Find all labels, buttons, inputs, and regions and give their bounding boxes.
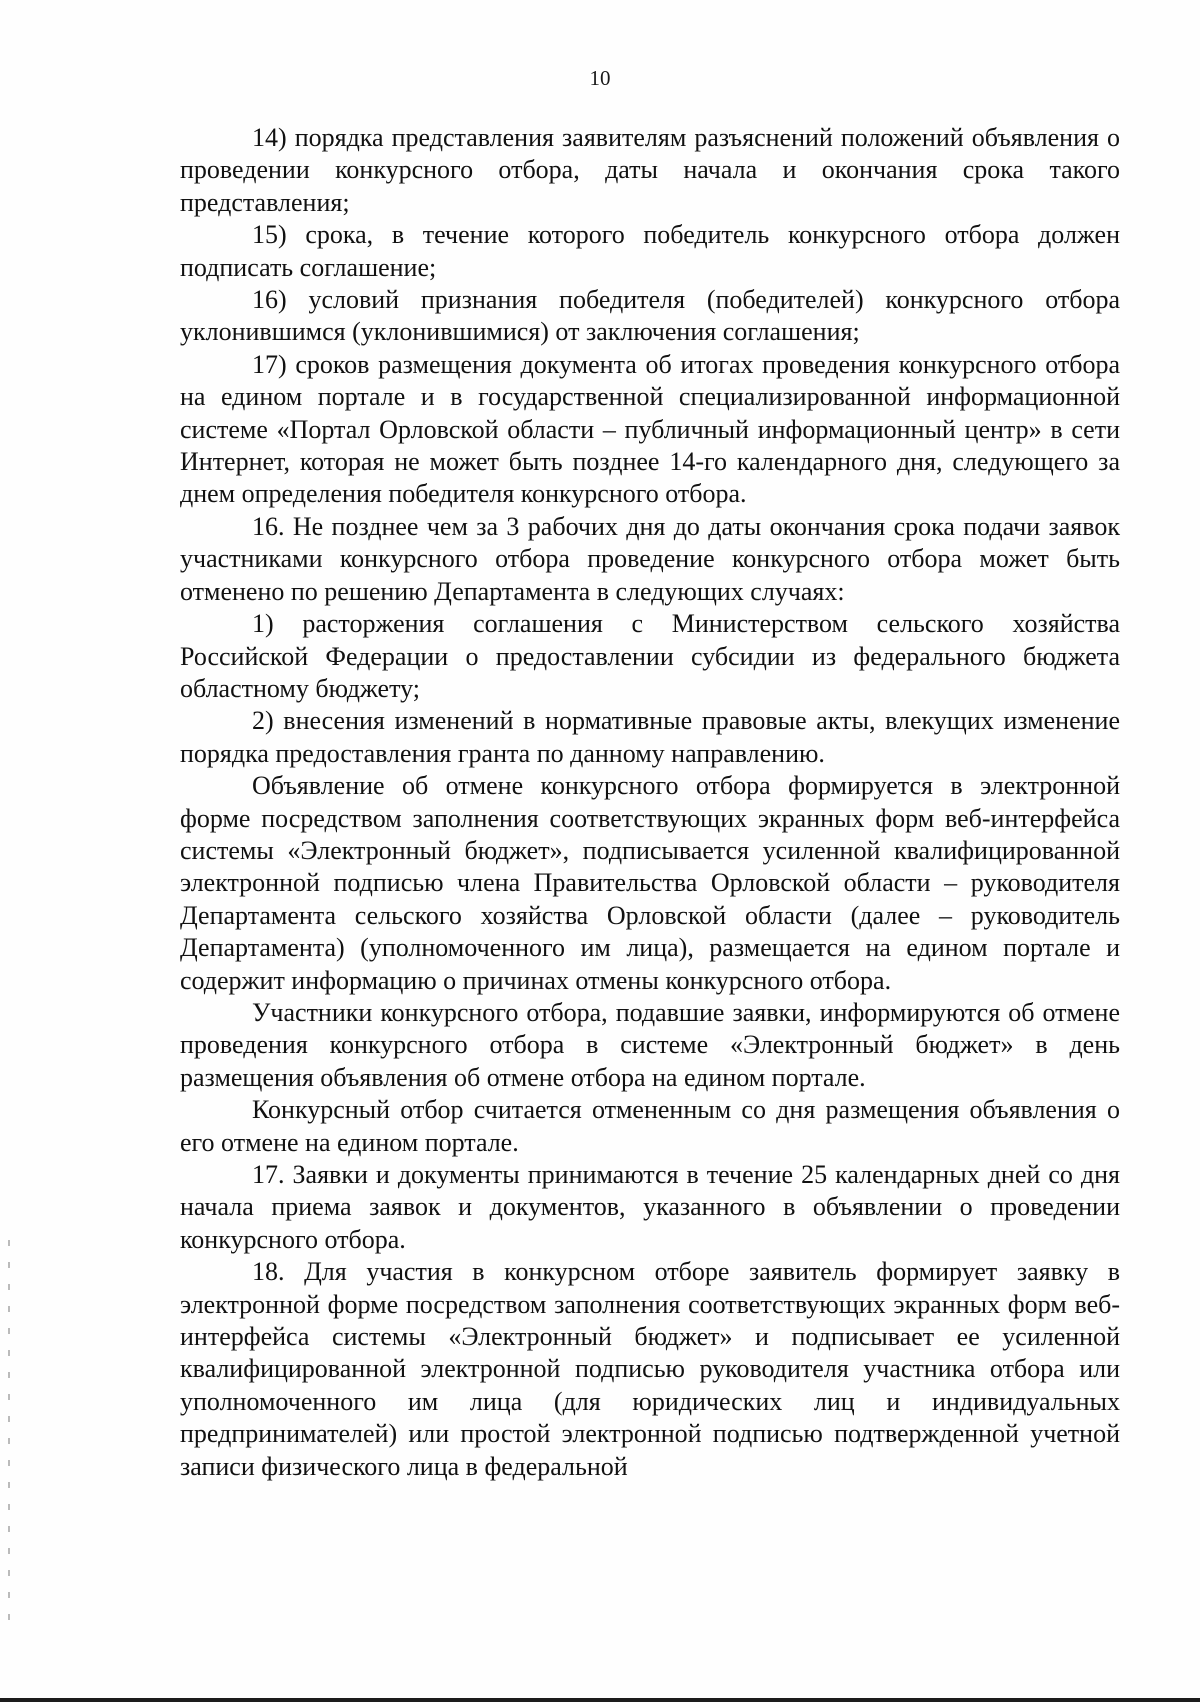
paragraph-section-17: 17. Заявки и документы принимаются в течение 25 календарных дней со дня начала приема заявок и документов, указанного в объявлении о проведении конкурсного отбора.: [180, 1160, 1120, 1254]
scan-artifact-marks: [8, 1240, 10, 1620]
paragraph-item-15: 15) срока, в течение которого победитель конкурсного отбора должен подписать соглашение;: [180, 220, 1120, 282]
paragraph-item-14: 14) порядка представления заявителям разъяснений положений объявления о проведении конкурсного отбора, даты начала и окончания срока такого представления;: [180, 123, 1120, 217]
paragraph-section-16: 16. Не позднее чем за 3 рабочих дня до даты окончания срока подачи заявок участниками конкурсного отбора проведение конкурсного отбора может быть отменено по решению Департамента в следующих случаях:: [180, 511, 1120, 606]
paragraph-item-16: 16) условий признания победителя (победителей) конкурсного отбора уклонившимся (уклонившимися) от заключения соглашения;: [180, 285, 1120, 347]
paragraph-cancellation-notice: Объявление об отмене конкурсного отбора формируется в электронной форме посредством заполнения соответствующих экранных форм веб-интерфейса системы «Электронный бюджет», подписывается усиленной квалифицированной электронной подписью члена Правительства Орловской области – руководителя Департамента сельского хозяйства Орловской области (далее – руководитель Департамента) (уполномоченного им лица), размещается на едином портале и содержит информацию о причинах отмены конкурсного отбора.: [180, 771, 1120, 995]
paragraph-participants-informed: Участники конкурсного отбора, подавшие заявки, информируются об отмене проведения конкурсного отбора в системе «Электронный бюджет» в день размещения объявления об отмене отбора на едином портале.: [180, 997, 1120, 1092]
page-number: 10: [589, 66, 611, 90]
paragraph-cancellation-effective: Конкурсный отбор считается отмененным со дня размещения объявления о его отмене на едином портале.: [180, 1095, 1120, 1157]
document-body: [180, 122, 1120, 1483]
paragraph-section-18: 18. Для участия в конкурсном отборе заявитель формирует заявку в электронной форме посредством заполнения соответствующих экранных форм веб-интерфейса системы «Электронный бюджет» и подписывает ее усиленной квалифицированной электронной подписью руководителя участника отбора или уполномоченного им лица (для юридических лиц и индивидуальных предпринимателей) или простой электронной подписью подтвержденной учетной записи физического лица в федеральной: [180, 1257, 1120, 1481]
paragraph-case-2: 2) внесения изменений в нормативные правовые акты, влекущих изменение порядка предоставления гранта по данному направлению.: [180, 706, 1120, 768]
page-bottom-edge: [0, 1698, 1200, 1702]
paragraph-item-17: 17) сроков размещения документа об итогах проведения конкурсного отбора на едином портале и в государственной специализированной информационной системе «Портал Орловской области – публичный информационный центр» в сети Интернет, которая не может быть позднее 14-го календарного дня, следующего за днем определения победителя конкурсного отбора.: [180, 349, 1120, 509]
paragraph-case-1: 1) расторжения соглашения с Министерством сельского хозяйства Российской Федерации о предоставлении субсидии из федерального бюджета областному бюджету;: [180, 609, 1120, 703]
